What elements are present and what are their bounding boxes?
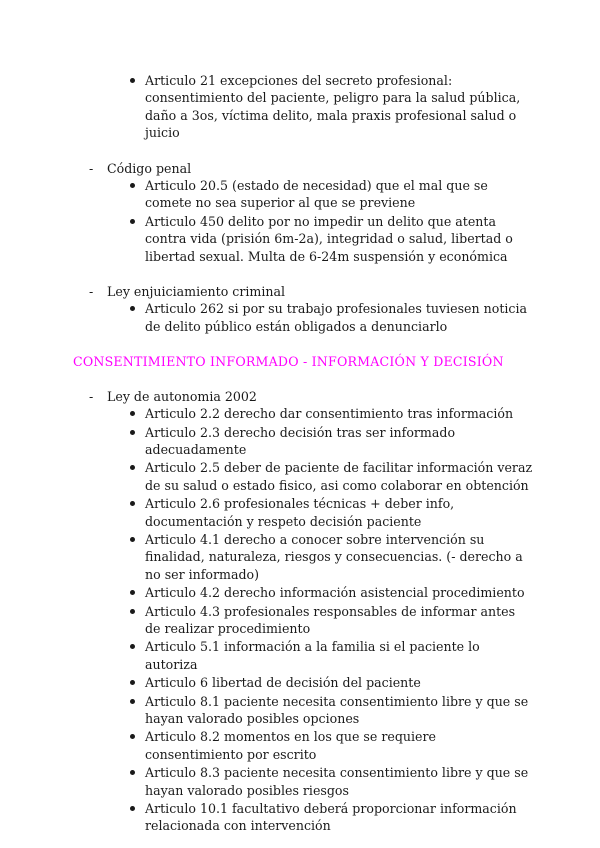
list-item: Articulo 6 libertad de decisión del paciente (0, 674, 600, 691)
ley-autonomia-list (0, 405, 600, 835)
list-item: Articulo 8.3 paciente necesita consentimiento libre y que se hayan valorado posibles riesgos (0, 764, 600, 799)
list-item: Articulo 4.2 derecho información asistencial procedimiento (0, 584, 600, 601)
list-item: Articulo 5.1 información a la familia si el paciente lo autoriza (0, 638, 600, 673)
list-item: Articulo 8.1 paciente necesita consentimiento libre y que se hayan valorado posibles opciones (0, 693, 600, 728)
codigo-penal-title: - Código penal (0, 160, 600, 177)
ley-enjuiciamiento-title: - Ley enjuiciamiento criminal (0, 283, 600, 300)
section-heading: CONSENTIMIENTO INFORMADO - INFORMACIÓN Y DECISIÓN (73, 354, 504, 370)
list-item: Articulo 21 excepciones del secreto profesional: consentimiento del paciente, peligro para la salud pública, daño a 3os, víctima delito, mala praxis profesional salud o juicio (0, 72, 600, 142)
list-item: Articulo 2.3 derecho decisión tras ser informado adecuadamente (0, 424, 600, 459)
list-item: Articulo 450 delito por no impedir un delito que atenta contra vida (prisión 6m-2a), integridad o salud, libertad o libertad sexual. Multa de 6-24m suspensión y económica (0, 213, 600, 265)
codigo-penal-list (0, 177, 600, 265)
list-item: Articulo 262 si por su trabajo profesionales tuviesen noticia de delito público están obligados a denunciarlo (0, 300, 600, 335)
ley-enjuiciamiento-list (0, 300, 600, 335)
list-item: Articulo 4.3 profesionales responsables de informar antes de realizar procedimiento (0, 603, 600, 638)
list-item: Articulo 2.6 profesionales técnicas + deber info, documentación y respeto decisión paciente (0, 495, 600, 530)
list-item: Articulo 4.1 derecho a conocer sobre intervención su finalidad, naturaleza, riesgos y consecuencias. (- derecho a no ser informado) (0, 531, 600, 583)
list-item: Articulo 10.1 facultativo deberá proporcionar información relacionada con intervención (0, 800, 600, 835)
list-item: Articulo 20.5 (estado de necesidad) que el mal que se comete no sea superior al que se previene (0, 177, 600, 212)
list-item: Articulo 2.5 deber de paciente de facilitar información veraz de su salud o estado fisico, asi como colaborar en obtención (0, 459, 600, 494)
list-item: Articulo 2.2 derecho dar consentimiento tras información (0, 405, 600, 422)
ley-autonomia-title: - Ley de autonomia 2002 (0, 388, 600, 405)
intro-bullet-list (0, 72, 600, 142)
list-item: Articulo 8.2 momentos en los que se requiere consentimiento por escrito (0, 728, 600, 763)
